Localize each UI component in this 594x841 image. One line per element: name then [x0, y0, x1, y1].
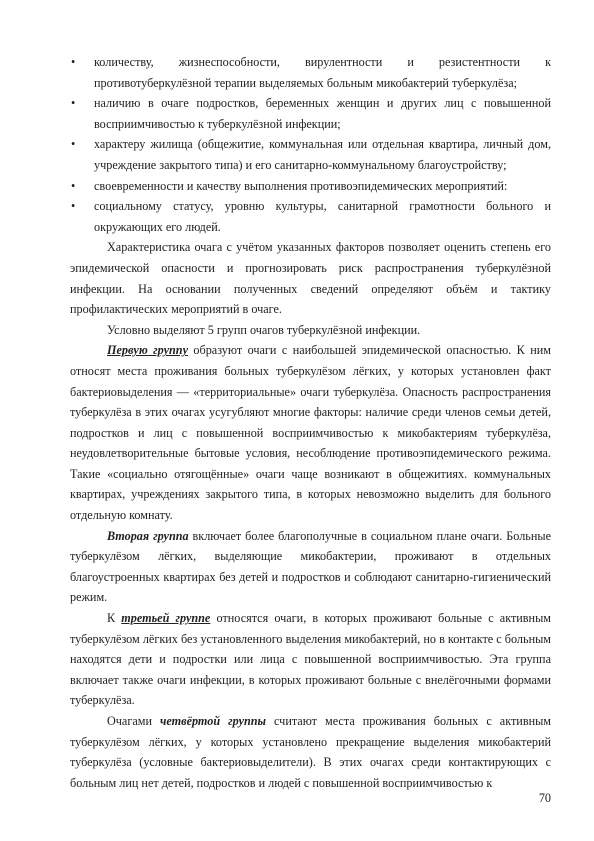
list-item	[70, 93, 551, 134]
bullet-marker: •	[71, 55, 76, 69]
bullet-marker: •	[71, 137, 76, 152]
list-item	[70, 196, 551, 237]
group-two-heading: Вторая группа	[107, 528, 189, 543]
list-item-text: количеству, жизнеспособности, вирулентности и резистентности к противотуберкулёзной терапии выделяемых больным микобактерий туберкулёза;	[94, 55, 551, 90]
paragraph-focus-characteristics: Характеристика очага с учётом указанных факторов позволяет оценить степень его эпидемической опасности и прогнозировать риск распространения туберкулёзной инфекции. На основании полученных сведений определяют объём и тактику профилактических мероприятий в очаге.	[70, 240, 551, 317]
bullet-marker: •	[71, 178, 76, 193]
list-item-text: социальному статусу, уровню культуры, санитарной грамотности больного и окружающих его людей.	[94, 199, 551, 234]
paragraph-groups-intro: Условно выделяют 5 групп очагов туберкулёзной инфекции.	[107, 322, 421, 337]
paragraph-group-two	[70, 526, 551, 608]
paragraph-group-three	[70, 608, 551, 711]
page-number: 70	[538, 791, 551, 805]
bullet-marker: •	[71, 199, 76, 214]
group-one-heading: Первую группу	[107, 343, 188, 358]
group-four-text: считают места проживания больных с активным туберкулёзом лёгких, у которых установлено прекращение выделения микобактерий туберкулёза (условные бактериовыделители). В этих очагах среди контактирующих с больным лиц нет детей, подростков и людей с повышенной восприимчивостью к	[70, 714, 551, 790]
group-one-text: образуют очаги с наибольшей эпидемической опасностью. К ним относят места проживания больных туберкулёзом лёгких, у которых установлен факт бактериовыделения — «территориальные» очаги туберкулёза. Опасность распространения туберкулёза в этих очагах усугубляют многие факторы: наличие среди членов семьи детей, подростков и лиц с повышенной восприимчивостью к микобактериям туберкулёза, неудовлетворительные бытовые условия, несоблюдение противоэпидемического режима. Такие «социально отягощённые» очаги чаще возникают в общежитиях. коммунальных квартирах, учреждениях закрытого типа, в которых невозможно выделить для больного отдельную комнату.	[70, 343, 551, 523]
list-item	[70, 134, 551, 175]
group-three-prefix: К	[107, 611, 122, 626]
group-three-text: относятся очаги, в которых проживают больные с активным туберкулёзом лёгких без установленного выделения микобактерий, но в контакте с больным находятся дети и подростки или лица с повышенной восприимчивостью. Эта группа включает также очаги инфекции, в которых проживают больные с внелёгочными формами туберкулёза.	[70, 611, 551, 708]
list-item-text: своевременности и качеству выполнения противоэпидемических мероприятий:	[94, 178, 508, 193]
group-three-heading: третьей группе	[121, 611, 211, 626]
list-item	[70, 52, 551, 93]
group-two-text: включает более благополучные в социальном плане очаги. Больные туберкулёзом лёгких, выделяющие микобактерии, проживают в отдельных благоустроенных квартирах без детей и подростков и соблюдают санитарно-гигиенический режим.	[70, 528, 551, 605]
group-four-prefix: Очагами	[107, 714, 161, 728]
list-item-text: наличию в очаге подростков, беременных женщин и других лиц с повышенной восприимчивостью к туберкулёзной инфекции;	[94, 96, 551, 131]
bullet-list	[70, 52, 551, 237]
list-item	[70, 176, 551, 197]
paragraph-group-four	[70, 711, 551, 793]
bullet-marker: •	[71, 96, 76, 111]
paragraph-group-one	[70, 340, 551, 525]
group-four-heading: четвёртой группы	[160, 714, 266, 728]
list-item-text: характеру жилища (общежитие, коммунальная или отдельная квартира, личный дом, учреждение закрытого типа) и его санитарно-коммунальному благоустройству;	[94, 137, 551, 172]
